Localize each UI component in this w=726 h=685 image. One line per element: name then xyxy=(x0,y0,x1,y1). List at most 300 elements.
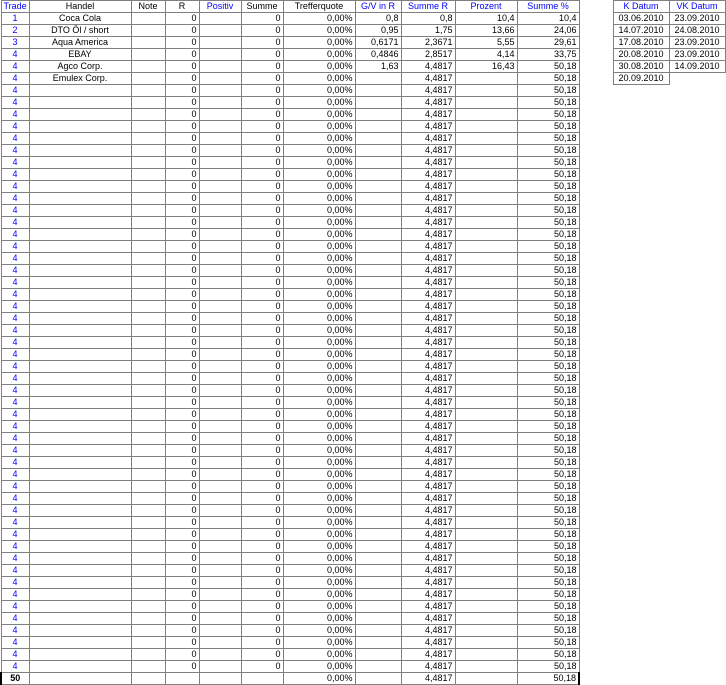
cell-vk-datum[interactable] xyxy=(669,109,725,121)
cell-k-datum[interactable] xyxy=(613,589,669,601)
cell-trade[interactable]: 4 xyxy=(1,445,29,457)
cell-summe-r[interactable]: 4,4817 xyxy=(401,73,455,85)
cell-handel[interactable] xyxy=(29,481,131,493)
cell-k-datum[interactable]: 20.08.2010 xyxy=(613,49,669,61)
cell-vk-datum[interactable] xyxy=(669,613,725,625)
cell-trefferquote[interactable]: 0,00% xyxy=(283,13,355,25)
cell-summe-r[interactable]: 1,75 xyxy=(401,25,455,37)
cell-note[interactable] xyxy=(131,469,165,481)
cell-trade[interactable]: 4 xyxy=(1,577,29,589)
cell-trade[interactable]: 4 xyxy=(1,85,29,97)
cell-prozent[interactable] xyxy=(455,289,517,301)
cell-positiv[interactable] xyxy=(199,553,241,565)
cell-prozent[interactable] xyxy=(455,433,517,445)
cell-trade[interactable]: 4 xyxy=(1,241,29,253)
total-cell-positiv[interactable] xyxy=(199,673,241,685)
cell-note[interactable] xyxy=(131,157,165,169)
header-summe-prozent[interactable]: Summe % xyxy=(517,1,579,13)
cell-trade[interactable]: 4 xyxy=(1,145,29,157)
cell-positiv[interactable] xyxy=(199,397,241,409)
cell-summe[interactable]: 0 xyxy=(241,637,283,649)
cell-gv-in-r[interactable] xyxy=(355,409,401,421)
cell-summe[interactable]: 0 xyxy=(241,205,283,217)
cell-gv-in-r[interactable] xyxy=(355,529,401,541)
cell-r[interactable]: 0 xyxy=(165,649,199,661)
cell-note[interactable] xyxy=(131,241,165,253)
cell-prozent[interactable] xyxy=(455,133,517,145)
cell-k-datum[interactable] xyxy=(613,541,669,553)
cell-note[interactable] xyxy=(131,625,165,637)
cell-prozent[interactable]: 13,66 xyxy=(455,25,517,37)
cell-r[interactable]: 0 xyxy=(165,265,199,277)
cell-k-datum[interactable] xyxy=(613,97,669,109)
cell-k-datum[interactable] xyxy=(613,169,669,181)
cell-vk-datum[interactable]: 24.08.2010 xyxy=(669,25,725,37)
cell-gv-in-r[interactable] xyxy=(355,445,401,457)
cell-prozent[interactable] xyxy=(455,529,517,541)
cell-positiv[interactable] xyxy=(199,505,241,517)
cell-r[interactable]: 0 xyxy=(165,205,199,217)
cell-handel[interactable] xyxy=(29,397,131,409)
cell-note[interactable] xyxy=(131,265,165,277)
cell-gv-in-r[interactable] xyxy=(355,577,401,589)
cell-vk-datum[interactable]: 23.09.2010 xyxy=(669,49,725,61)
cell-trefferquote[interactable]: 0,00% xyxy=(283,601,355,613)
cell-note[interactable] xyxy=(131,337,165,349)
cell-k-datum[interactable] xyxy=(613,373,669,385)
cell-k-datum[interactable] xyxy=(613,613,669,625)
cell-trade[interactable]: 4 xyxy=(1,109,29,121)
cell-trefferquote[interactable]: 0,00% xyxy=(283,73,355,85)
cell-prozent[interactable] xyxy=(455,229,517,241)
cell-trefferquote[interactable]: 0,00% xyxy=(283,337,355,349)
cell-gv-in-r[interactable]: 0,8 xyxy=(355,13,401,25)
cell-prozent[interactable] xyxy=(455,541,517,553)
total-cell-trade[interactable]: 50 xyxy=(1,673,29,685)
cell-summe-prozent[interactable]: 50,18 xyxy=(517,169,579,181)
cell-trade[interactable]: 4 xyxy=(1,541,29,553)
cell-positiv[interactable] xyxy=(199,625,241,637)
cell-positiv[interactable] xyxy=(199,373,241,385)
cell-trefferquote[interactable]: 0,00% xyxy=(283,181,355,193)
cell-trade[interactable]: 4 xyxy=(1,409,29,421)
cell-vk-datum[interactable] xyxy=(669,313,725,325)
cell-handel[interactable] xyxy=(29,613,131,625)
cell-k-datum[interactable] xyxy=(613,565,669,577)
cell-prozent[interactable] xyxy=(455,589,517,601)
cell-note[interactable] xyxy=(131,73,165,85)
cell-handel[interactable] xyxy=(29,313,131,325)
cell-summe-r[interactable]: 4,4817 xyxy=(401,649,455,661)
header-summe-r[interactable]: Summe R xyxy=(401,1,455,13)
cell-trefferquote[interactable]: 0,00% xyxy=(283,373,355,385)
cell-summe[interactable]: 0 xyxy=(241,289,283,301)
cell-prozent[interactable] xyxy=(455,73,517,85)
cell-k-datum[interactable] xyxy=(613,625,669,637)
cell-positiv[interactable] xyxy=(199,433,241,445)
cell-positiv[interactable] xyxy=(199,313,241,325)
cell-r[interactable]: 0 xyxy=(165,13,199,25)
cell-summe[interactable]: 0 xyxy=(241,301,283,313)
cell-trefferquote[interactable]: 0,00% xyxy=(283,625,355,637)
cell-summe-r[interactable]: 4,4817 xyxy=(401,481,455,493)
cell-summe-r[interactable]: 4,4817 xyxy=(401,625,455,637)
cell-handel[interactable] xyxy=(29,469,131,481)
cell-vk-datum[interactable]: 23.09.2010 xyxy=(669,13,725,25)
cell-positiv[interactable] xyxy=(199,49,241,61)
cell-gv-in-r[interactable] xyxy=(355,301,401,313)
cell-prozent[interactable] xyxy=(455,397,517,409)
cell-handel[interactable] xyxy=(29,217,131,229)
cell-summe-r[interactable]: 4,4817 xyxy=(401,577,455,589)
cell-handel[interactable]: Agco Corp. xyxy=(29,61,131,73)
cell-gv-in-r[interactable] xyxy=(355,349,401,361)
cell-summe-r[interactable]: 4,4817 xyxy=(401,61,455,73)
cell-vk-datum[interactable] xyxy=(669,157,725,169)
cell-k-datum[interactable] xyxy=(613,661,669,673)
cell-positiv[interactable] xyxy=(199,25,241,37)
cell-vk-datum[interactable] xyxy=(669,361,725,373)
cell-summe[interactable]: 0 xyxy=(241,529,283,541)
cell-summe-r[interactable]: 4,4817 xyxy=(401,325,455,337)
cell-positiv[interactable] xyxy=(199,325,241,337)
cell-trefferquote[interactable]: 0,00% xyxy=(283,565,355,577)
cell-handel[interactable]: Coca Cola xyxy=(29,13,131,25)
cell-gv-in-r[interactable] xyxy=(355,109,401,121)
cell-trefferquote[interactable]: 0,00% xyxy=(283,109,355,121)
cell-prozent[interactable] xyxy=(455,661,517,673)
cell-trefferquote[interactable]: 0,00% xyxy=(283,229,355,241)
cell-summe-prozent[interactable]: 50,18 xyxy=(517,337,579,349)
cell-k-datum[interactable] xyxy=(613,85,669,97)
cell-note[interactable] xyxy=(131,481,165,493)
cell-trade[interactable]: 4 xyxy=(1,481,29,493)
cell-positiv[interactable] xyxy=(199,349,241,361)
cell-trefferquote[interactable]: 0,00% xyxy=(283,277,355,289)
cell-summe-prozent[interactable]: 50,18 xyxy=(517,493,579,505)
cell-r[interactable]: 0 xyxy=(165,589,199,601)
cell-summe-prozent[interactable]: 50,18 xyxy=(517,241,579,253)
cell-prozent[interactable] xyxy=(455,649,517,661)
cell-summe-prozent[interactable]: 33,75 xyxy=(517,49,579,61)
cell-positiv[interactable] xyxy=(199,517,241,529)
cell-trade[interactable]: 4 xyxy=(1,61,29,73)
cell-trefferquote[interactable]: 0,00% xyxy=(283,361,355,373)
cell-note[interactable] xyxy=(131,529,165,541)
cell-summe-prozent[interactable]: 50,18 xyxy=(517,277,579,289)
cell-summe-prozent[interactable]: 50,18 xyxy=(517,589,579,601)
cell-vk-datum[interactable] xyxy=(669,289,725,301)
cell-gv-in-r[interactable] xyxy=(355,253,401,265)
cell-prozent[interactable] xyxy=(455,349,517,361)
cell-r[interactable]: 0 xyxy=(165,493,199,505)
cell-positiv[interactable] xyxy=(199,481,241,493)
cell-gv-in-r[interactable] xyxy=(355,133,401,145)
cell-k-datum[interactable]: 20.09.2010 xyxy=(613,73,669,85)
cell-summe-prozent[interactable]: 50,18 xyxy=(517,517,579,529)
cell-summe[interactable]: 0 xyxy=(241,589,283,601)
cell-vk-datum[interactable] xyxy=(669,481,725,493)
cell-trefferquote[interactable]: 0,00% xyxy=(283,253,355,265)
cell-k-datum[interactable] xyxy=(613,397,669,409)
cell-note[interactable] xyxy=(131,109,165,121)
cell-trefferquote[interactable]: 0,00% xyxy=(283,541,355,553)
header-trefferquote[interactable]: Trefferquote xyxy=(283,1,355,13)
cell-summe[interactable]: 0 xyxy=(241,121,283,133)
cell-r[interactable]: 0 xyxy=(165,505,199,517)
cell-positiv[interactable] xyxy=(199,301,241,313)
cell-handel[interactable] xyxy=(29,325,131,337)
cell-summe-prozent[interactable]: 50,18 xyxy=(517,613,579,625)
cell-handel[interactable] xyxy=(29,589,131,601)
cell-k-datum[interactable]: 30.08.2010 xyxy=(613,61,669,73)
cell-handel[interactable] xyxy=(29,373,131,385)
cell-trade[interactable]: 4 xyxy=(1,289,29,301)
cell-note[interactable] xyxy=(131,661,165,673)
cell-trefferquote[interactable]: 0,00% xyxy=(283,661,355,673)
cell-prozent[interactable] xyxy=(455,325,517,337)
cell-note[interactable] xyxy=(131,493,165,505)
cell-r[interactable]: 0 xyxy=(165,121,199,133)
cell-summe-prozent[interactable]: 50,18 xyxy=(517,601,579,613)
cell-note[interactable] xyxy=(131,169,165,181)
cell-note[interactable] xyxy=(131,361,165,373)
cell-r[interactable]: 0 xyxy=(165,61,199,73)
cell-r[interactable]: 0 xyxy=(165,661,199,673)
cell-handel[interactable]: Aqua America xyxy=(29,37,131,49)
cell-summe-r[interactable]: 4,4817 xyxy=(401,193,455,205)
cell-note[interactable] xyxy=(131,421,165,433)
cell-gv-in-r[interactable] xyxy=(355,121,401,133)
cell-positiv[interactable] xyxy=(199,385,241,397)
cell-gv-in-r[interactable] xyxy=(355,589,401,601)
cell-prozent[interactable] xyxy=(455,313,517,325)
cell-summe-r[interactable]: 4,4817 xyxy=(401,589,455,601)
cell-trade[interactable]: 4 xyxy=(1,517,29,529)
cell-gv-in-r[interactable] xyxy=(355,313,401,325)
cell-note[interactable] xyxy=(131,289,165,301)
cell-note[interactable] xyxy=(131,253,165,265)
cell-summe-r[interactable]: 2,8517 xyxy=(401,49,455,61)
cell-trade[interactable]: 4 xyxy=(1,229,29,241)
cell-prozent[interactable] xyxy=(455,457,517,469)
cell-handel[interactable] xyxy=(29,133,131,145)
cell-gv-in-r[interactable] xyxy=(355,553,401,565)
cell-vk-datum[interactable] xyxy=(669,385,725,397)
cell-positiv[interactable] xyxy=(199,469,241,481)
cell-summe[interactable]: 0 xyxy=(241,421,283,433)
cell-summe-prozent[interactable]: 50,18 xyxy=(517,61,579,73)
cell-summe[interactable]: 0 xyxy=(241,409,283,421)
cell-k-datum[interactable] xyxy=(613,601,669,613)
cell-summe-prozent[interactable]: 50,18 xyxy=(517,205,579,217)
cell-prozent[interactable] xyxy=(455,601,517,613)
cell-r[interactable]: 0 xyxy=(165,457,199,469)
cell-prozent[interactable]: 5,55 xyxy=(455,37,517,49)
cell-summe[interactable]: 0 xyxy=(241,229,283,241)
cell-positiv[interactable] xyxy=(199,649,241,661)
header-gv-in-r[interactable]: G/V in R xyxy=(355,1,401,13)
cell-handel[interactable] xyxy=(29,169,131,181)
cell-summe[interactable]: 0 xyxy=(241,145,283,157)
cell-trefferquote[interactable]: 0,00% xyxy=(283,169,355,181)
cell-summe-prozent[interactable]: 50,18 xyxy=(517,373,579,385)
total-cell-handel[interactable] xyxy=(29,673,131,685)
cell-vk-datum[interactable] xyxy=(669,277,725,289)
cell-trade[interactable]: 4 xyxy=(1,253,29,265)
cell-gv-in-r[interactable] xyxy=(355,373,401,385)
cell-r[interactable]: 0 xyxy=(165,133,199,145)
header-handel[interactable]: Handel xyxy=(29,1,131,13)
cell-summe-prozent[interactable]: 50,18 xyxy=(517,661,579,673)
cell-prozent[interactable] xyxy=(455,625,517,637)
cell-k-datum[interactable] xyxy=(613,529,669,541)
cell-k-datum[interactable] xyxy=(613,253,669,265)
cell-summe[interactable]: 0 xyxy=(241,625,283,637)
cell-handel[interactable] xyxy=(29,121,131,133)
cell-summe[interactable]: 0 xyxy=(241,601,283,613)
cell-prozent[interactable] xyxy=(455,193,517,205)
cell-positiv[interactable] xyxy=(199,157,241,169)
cell-vk-datum[interactable] xyxy=(669,529,725,541)
cell-prozent[interactable] xyxy=(455,97,517,109)
cell-summe[interactable]: 0 xyxy=(241,469,283,481)
cell-trefferquote[interactable]: 0,00% xyxy=(283,265,355,277)
cell-positiv[interactable] xyxy=(199,613,241,625)
cell-r[interactable]: 0 xyxy=(165,385,199,397)
cell-note[interactable] xyxy=(131,121,165,133)
cell-positiv[interactable] xyxy=(199,277,241,289)
cell-trade[interactable]: 4 xyxy=(1,193,29,205)
cell-summe[interactable]: 0 xyxy=(241,577,283,589)
cell-summe-prozent[interactable]: 50,18 xyxy=(517,505,579,517)
cell-positiv[interactable] xyxy=(199,661,241,673)
cell-r[interactable]: 0 xyxy=(165,433,199,445)
cell-summe-prozent[interactable]: 50,18 xyxy=(517,553,579,565)
cell-gv-in-r[interactable] xyxy=(355,613,401,625)
cell-summe-prozent[interactable]: 50,18 xyxy=(517,649,579,661)
cell-trade[interactable]: 4 xyxy=(1,421,29,433)
cell-prozent[interactable] xyxy=(455,505,517,517)
cell-handel[interactable] xyxy=(29,505,131,517)
cell-note[interactable] xyxy=(131,433,165,445)
cell-trade[interactable]: 4 xyxy=(1,553,29,565)
cell-note[interactable] xyxy=(131,217,165,229)
cell-k-datum[interactable] xyxy=(613,505,669,517)
cell-summe-prozent[interactable]: 50,18 xyxy=(517,217,579,229)
cell-trefferquote[interactable]: 0,00% xyxy=(283,85,355,97)
cell-summe-prozent[interactable]: 50,18 xyxy=(517,253,579,265)
cell-trefferquote[interactable]: 0,00% xyxy=(283,145,355,157)
cell-note[interactable] xyxy=(131,349,165,361)
cell-k-datum[interactable] xyxy=(613,457,669,469)
cell-gv-in-r[interactable] xyxy=(355,385,401,397)
cell-trade[interactable]: 4 xyxy=(1,169,29,181)
cell-trefferquote[interactable]: 0,00% xyxy=(283,481,355,493)
cell-summe-r[interactable]: 4,4817 xyxy=(401,241,455,253)
cell-trefferquote[interactable]: 0,00% xyxy=(283,385,355,397)
cell-positiv[interactable] xyxy=(199,109,241,121)
cell-summe-prozent[interactable]: 50,18 xyxy=(517,229,579,241)
cell-summe[interactable]: 0 xyxy=(241,433,283,445)
cell-r[interactable]: 0 xyxy=(165,469,199,481)
cell-gv-in-r[interactable] xyxy=(355,73,401,85)
cell-positiv[interactable] xyxy=(199,241,241,253)
cell-positiv[interactable] xyxy=(199,13,241,25)
cell-vk-datum[interactable] xyxy=(669,493,725,505)
cell-k-datum[interactable] xyxy=(613,229,669,241)
cell-note[interactable] xyxy=(131,397,165,409)
cell-summe-r[interactable]: 4,4817 xyxy=(401,601,455,613)
cell-summe[interactable]: 0 xyxy=(241,541,283,553)
cell-k-datum[interactable] xyxy=(613,445,669,457)
cell-summe-prozent[interactable]: 50,18 xyxy=(517,157,579,169)
cell-vk-datum[interactable] xyxy=(669,373,725,385)
cell-gv-in-r[interactable] xyxy=(355,457,401,469)
cell-k-datum[interactable] xyxy=(613,265,669,277)
cell-handel[interactable] xyxy=(29,421,131,433)
cell-k-datum[interactable] xyxy=(613,289,669,301)
cell-summe[interactable]: 0 xyxy=(241,505,283,517)
cell-prozent[interactable] xyxy=(455,553,517,565)
cell-summe-r[interactable]: 4,4817 xyxy=(401,109,455,121)
cell-gv-in-r[interactable] xyxy=(355,265,401,277)
cell-note[interactable] xyxy=(131,589,165,601)
cell-summe[interactable]: 0 xyxy=(241,649,283,661)
cell-note[interactable] xyxy=(131,145,165,157)
cell-summe-r[interactable]: 4,4817 xyxy=(401,97,455,109)
cell-r[interactable]: 0 xyxy=(165,193,199,205)
cell-summe-prozent[interactable]: 50,18 xyxy=(517,289,579,301)
cell-note[interactable] xyxy=(131,301,165,313)
cell-trade[interactable]: 4 xyxy=(1,589,29,601)
cell-handel[interactable] xyxy=(29,457,131,469)
cell-summe-prozent[interactable]: 50,18 xyxy=(517,409,579,421)
header-summe[interactable]: Summe xyxy=(241,1,283,13)
cell-summe[interactable]: 0 xyxy=(241,325,283,337)
cell-handel[interactable] xyxy=(29,577,131,589)
cell-note[interactable] xyxy=(131,505,165,517)
cell-summe[interactable]: 0 xyxy=(241,241,283,253)
cell-r[interactable]: 0 xyxy=(165,157,199,169)
cell-handel[interactable]: DTO Öl / short xyxy=(29,25,131,37)
cell-vk-datum[interactable] xyxy=(669,625,725,637)
cell-summe-prozent[interactable]: 50,18 xyxy=(517,301,579,313)
cell-gv-in-r[interactable] xyxy=(355,433,401,445)
cell-trade[interactable]: 4 xyxy=(1,565,29,577)
cell-prozent[interactable] xyxy=(455,481,517,493)
cell-summe-r[interactable]: 4,4817 xyxy=(401,637,455,649)
cell-positiv[interactable] xyxy=(199,61,241,73)
cell-trefferquote[interactable]: 0,00% xyxy=(283,241,355,253)
cell-trefferquote[interactable]: 0,00% xyxy=(283,637,355,649)
cell-vk-datum[interactable] xyxy=(669,217,725,229)
cell-trefferquote[interactable]: 0,00% xyxy=(283,193,355,205)
cell-k-datum[interactable] xyxy=(613,133,669,145)
cell-r[interactable]: 0 xyxy=(165,97,199,109)
cell-positiv[interactable] xyxy=(199,133,241,145)
cell-trade[interactable]: 4 xyxy=(1,49,29,61)
cell-summe[interactable]: 0 xyxy=(241,661,283,673)
cell-summe-r[interactable]: 4,4817 xyxy=(401,409,455,421)
cell-summe-r[interactable]: 4,4817 xyxy=(401,397,455,409)
cell-handel[interactable] xyxy=(29,361,131,373)
cell-summe-r[interactable]: 4,4817 xyxy=(401,613,455,625)
cell-prozent[interactable]: 16,43 xyxy=(455,61,517,73)
cell-trefferquote[interactable]: 0,00% xyxy=(283,133,355,145)
cell-gv-in-r[interactable] xyxy=(355,625,401,637)
cell-trade[interactable]: 4 xyxy=(1,457,29,469)
